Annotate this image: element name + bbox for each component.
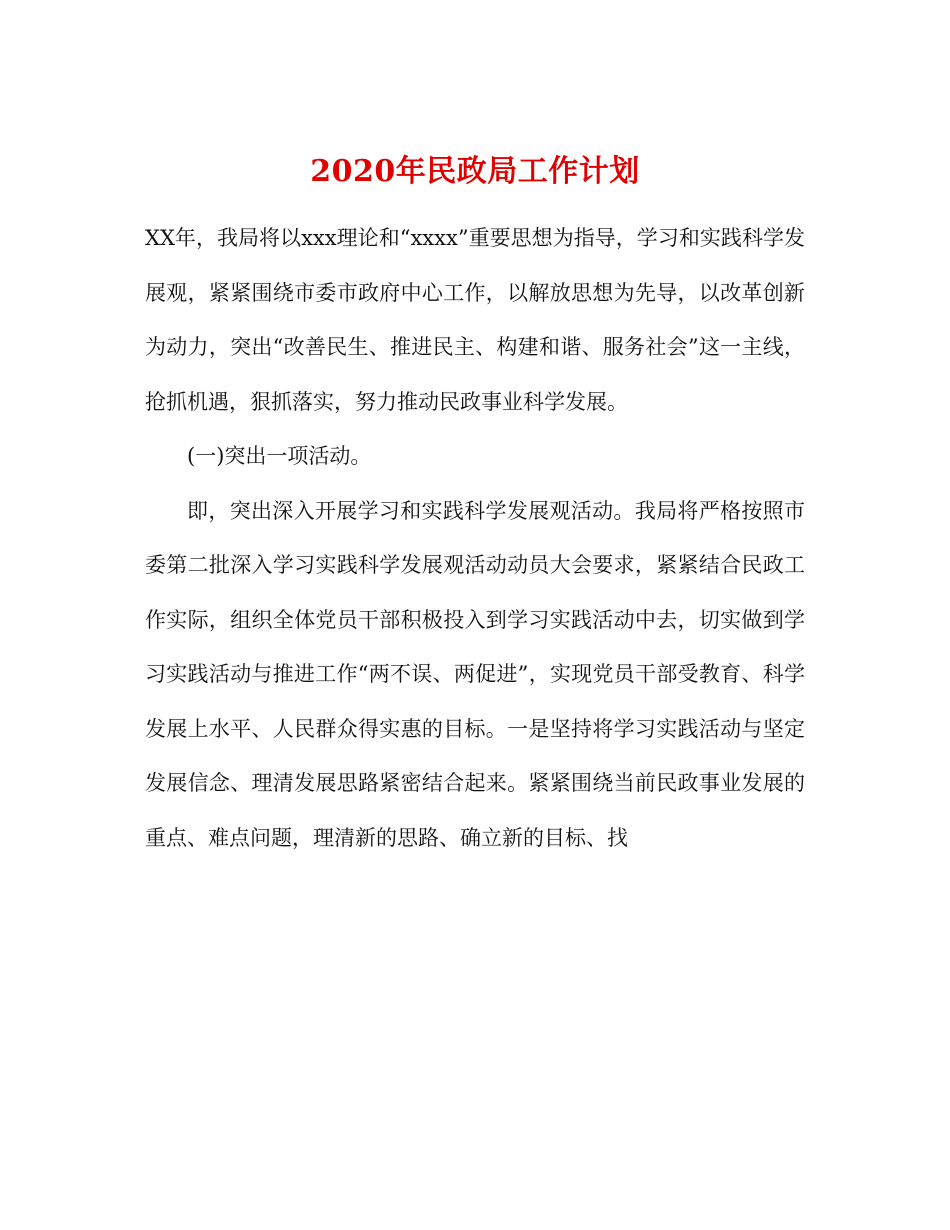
document-body	[145, 211, 805, 865]
paragraph-section-heading: (一)突出一项活动。	[187, 444, 372, 468]
paragraph-activity-detail: 即，突出深入开展学习和实践科学发展观活动。我局将严格按照市委第二批深入学习实践科学发展观活动动员大会要求，紧紧结合民政工作实际，组织全体党员干部积极投入到学习实践活动中去，切实做到学习实践活动与推进工作“两不误、两促进”，实现党员干部受教育、科学发展上水平、人民群众得实惠的目标。一是坚持将学习实践活动与坚定发展信念、理清发展思路紧密结合起来。紧紧围绕当前民政事业发展的重点、难点问题，理清新的思路、确立新的目标、找	[145, 498, 805, 850]
document-title: 2020年民政局工作计划	[310, 154, 640, 190]
paragraph-intro: XX年，我局将以xxx理论和“xxxx”重要思想为指导，学习和实践科学发展观，紧紧围绕市委市政府中心工作，以解放思想为先导，以改革创新为动力，突出“改善民生、推进民主、构建和谐、服务社会”这一主线，抢抓机遇，狠抓落实，努力推动民政事业科学发展。	[145, 226, 805, 414]
